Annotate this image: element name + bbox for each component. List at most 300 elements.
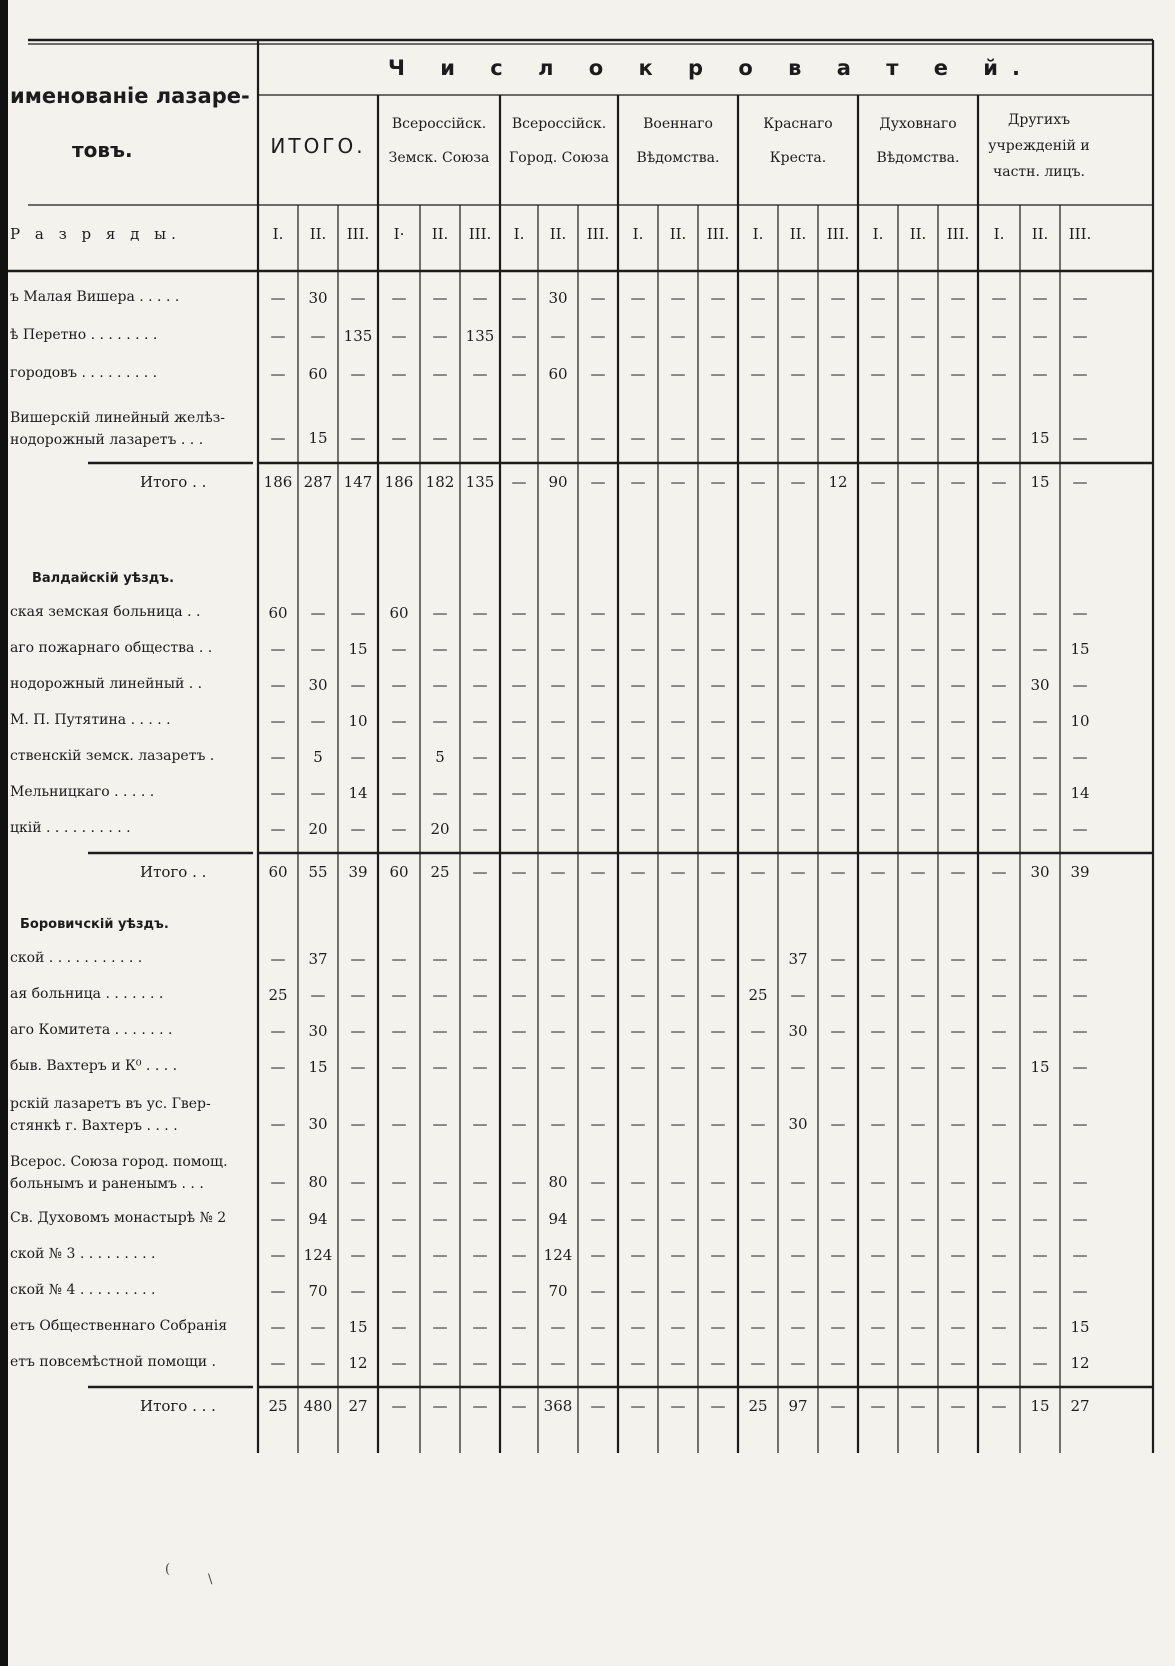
bed-count-cell: —: [710, 604, 726, 622]
rank-label: III.: [706, 225, 730, 243]
bed-count-cell: 124: [543, 1246, 573, 1264]
bed-count-cell: —: [270, 950, 286, 968]
bed-count-cell: —: [270, 327, 286, 345]
column-group-label: Всероссійск.: [391, 116, 487, 132]
subtotal-cell: —: [710, 863, 726, 881]
column-group-label: частн. лицъ.: [992, 164, 1085, 180]
bed-count-cell: —: [472, 289, 488, 307]
bed-count-cell: —: [630, 327, 646, 345]
subtotal-cell: —: [991, 473, 1007, 491]
bed-count-cell: —: [391, 1115, 407, 1133]
bed-count-cell: 60: [268, 604, 288, 622]
bed-count-cell: —: [710, 365, 726, 383]
column-group-drug: [978, 107, 1100, 185]
bed-count-cell: —: [830, 1173, 846, 1191]
hospital-name: ѣ Перетно . . . . . . . .: [10, 327, 158, 343]
bed-count-cell: —: [750, 1282, 766, 1300]
bed-count-cell: —: [630, 289, 646, 307]
bed-count-cell: —: [790, 327, 806, 345]
bed-count-cell: —: [830, 820, 846, 838]
bed-count-cell: —: [630, 986, 646, 1004]
bed-count-cell: —: [1032, 748, 1048, 766]
bed-count-cell: 20: [430, 820, 450, 838]
hospital-name: етъ Общественнаго Собранія: [10, 1318, 228, 1334]
column-group-label: Всероссійск.: [511, 116, 607, 132]
bed-count-cell: —: [350, 604, 366, 622]
bed-count-cell: —: [1032, 986, 1048, 1004]
bed-count-cell: —: [391, 640, 407, 658]
hospital-name: ской . . . . . . . . . . .: [10, 950, 143, 966]
hospital-name: ъ Малая Вишера . . . . .: [10, 289, 180, 305]
bed-count-cell: —: [472, 676, 488, 694]
bed-count-cell: 135: [465, 327, 495, 345]
bed-count-cell: —: [991, 950, 1007, 968]
subtotal-cell: —: [750, 863, 766, 881]
subtotal-cell: —: [630, 473, 646, 491]
bed-count-cell: 70: [308, 1282, 328, 1300]
bed-count-cell: 15: [348, 640, 368, 658]
bed-count-cell: 37: [788, 950, 808, 968]
column-group-duh: [858, 107, 978, 175]
bed-count-cell: —: [830, 640, 846, 658]
bed-count-cell: —: [950, 748, 966, 766]
bed-count-cell: —: [710, 1022, 726, 1040]
bed-count-cell: —: [870, 712, 886, 730]
bed-count-cell: —: [670, 289, 686, 307]
bed-count-cell: —: [1072, 986, 1088, 1004]
bed-count-cell: —: [790, 604, 806, 622]
bed-count-cell: —: [550, 1022, 566, 1040]
bed-count-cell: —: [750, 748, 766, 766]
bed-count-cell: —: [310, 1354, 326, 1372]
bed-count-cell: —: [391, 1282, 407, 1300]
column-group-krasn: [738, 107, 858, 175]
bed-count-cell: —: [270, 1282, 286, 1300]
subtotal-cell: —: [472, 863, 488, 881]
bed-count-cell: —: [830, 1354, 846, 1372]
bed-count-cell: —: [1072, 429, 1088, 447]
bed-count-cell: —: [590, 1246, 606, 1264]
bed-count-cell: —: [550, 1058, 566, 1076]
bed-count-cell: 80: [308, 1173, 328, 1191]
bed-count-cell: 15: [1070, 1318, 1090, 1336]
bed-count-cell: —: [590, 1318, 606, 1336]
bed-count-cell: —: [511, 1058, 527, 1076]
subtotal-cell: —: [910, 473, 926, 491]
bed-count-cell: —: [391, 950, 407, 968]
bed-count-cell: —: [910, 986, 926, 1004]
subtotal-cell: 287: [303, 473, 333, 491]
rank-label: II.: [309, 225, 327, 243]
hospital-name: ской № 3 . . . . . . . . .: [10, 1246, 156, 1262]
bed-count-cell: —: [790, 1354, 806, 1372]
hospital-name-line: рскій лазаретъ въ ус. Гвер-: [10, 1096, 211, 1112]
bed-count-cell: —: [472, 986, 488, 1004]
bed-count-cell: —: [1032, 1246, 1048, 1264]
bed-count-cell: —: [1032, 1022, 1048, 1040]
bed-count-cell: —: [511, 1246, 527, 1264]
bed-count-cell: —: [590, 950, 606, 968]
bed-count-cell: —: [991, 1246, 1007, 1264]
bed-count-cell: —: [630, 1354, 646, 1372]
bed-count-cell: —: [472, 1115, 488, 1133]
bed-count-cell: —: [790, 1246, 806, 1264]
bed-count-cell: 60: [548, 365, 568, 383]
column-group-zemsk: [378, 107, 500, 175]
bed-count-cell: —: [991, 1022, 1007, 1040]
bed-count-cell: —: [270, 820, 286, 838]
bed-count-cell: —: [511, 1354, 527, 1372]
bed-count-cell: —: [710, 1115, 726, 1133]
subtotal-cell: —: [630, 1397, 646, 1415]
column-group-label: Духовнаго: [879, 116, 957, 132]
subtotal-cell: 15: [1030, 1397, 1050, 1415]
bed-count-cell: 15: [308, 429, 328, 447]
bed-count-cell: —: [670, 365, 686, 383]
bed-count-cell: —: [991, 429, 1007, 447]
bed-count-cell: —: [630, 604, 646, 622]
bed-count-cell: —: [550, 640, 566, 658]
bed-count-cell: 94: [308, 1210, 328, 1228]
subtotal-cell: 135: [465, 473, 495, 491]
bed-count-cell: —: [391, 429, 407, 447]
bed-count-cell: —: [1032, 604, 1048, 622]
bed-count-cell: —: [790, 748, 806, 766]
bed-count-cell: —: [710, 327, 726, 345]
bed-count-cell: —: [310, 1318, 326, 1336]
bed-count-cell: —: [910, 640, 926, 658]
bed-count-cell: —: [1032, 365, 1048, 383]
bed-count-cell: —: [590, 820, 606, 838]
name-column-heading-line1: именованіе лазаре-: [10, 84, 250, 108]
bed-count-cell: —: [750, 1022, 766, 1040]
bed-count-cell: —: [670, 784, 686, 802]
bed-count-cell: —: [1032, 289, 1048, 307]
bed-count-cell: —: [790, 676, 806, 694]
bed-count-cell: —: [472, 820, 488, 838]
bed-count-cell: —: [790, 986, 806, 1004]
bed-count-cell: —: [750, 604, 766, 622]
column-group-itogo: [258, 129, 378, 163]
section-heading: Боровичскій уѣздъ.: [20, 917, 169, 932]
bed-count-cell: —: [1072, 1210, 1088, 1228]
bed-count-cell: —: [432, 1318, 448, 1336]
bed-count-cell: —: [910, 748, 926, 766]
bed-count-cell: —: [670, 1318, 686, 1336]
bed-count-cell: —: [1072, 820, 1088, 838]
bed-count-cell: —: [270, 1318, 286, 1336]
bed-count-cell: —: [1032, 1282, 1048, 1300]
bed-count-cell: —: [830, 1210, 846, 1228]
bed-count-cell: —: [830, 784, 846, 802]
bed-count-cell: —: [270, 676, 286, 694]
bed-count-cell: —: [590, 986, 606, 1004]
bed-count-cell: —: [870, 1173, 886, 1191]
bed-count-cell: —: [1072, 950, 1088, 968]
bed-count-cell: —: [550, 784, 566, 802]
bed-count-cell: —: [870, 676, 886, 694]
bed-count-cell: —: [472, 640, 488, 658]
bed-count-cell: —: [1072, 1022, 1088, 1040]
bed-count-cell: —: [750, 1246, 766, 1264]
bed-count-cell: —: [630, 1318, 646, 1336]
bed-count-cell: —: [630, 1210, 646, 1228]
bed-count-cell: —: [472, 604, 488, 622]
bed-count-cell: —: [432, 289, 448, 307]
bed-count-cell: —: [432, 327, 448, 345]
beds-count-title: Ч и с л о к р о в а т е й.: [388, 56, 1034, 80]
scan-edge: [0, 0, 8, 1666]
bed-count-cell: —: [432, 712, 448, 730]
bed-count-cell: 30: [1030, 676, 1050, 694]
bed-count-cell: —: [550, 327, 566, 345]
hospital-name: [10, 407, 254, 451]
bed-count-cell: —: [270, 640, 286, 658]
bed-count-cell: —: [590, 365, 606, 383]
bed-count-cell: —: [432, 1058, 448, 1076]
bed-count-cell: —: [950, 1022, 966, 1040]
subtotal-cell: —: [511, 473, 527, 491]
column-group-gorod: [500, 107, 618, 175]
bed-count-cell: —: [870, 1246, 886, 1264]
rank-label: III.: [1068, 225, 1092, 243]
bed-count-cell: —: [950, 1115, 966, 1133]
bed-count-cell: —: [710, 1246, 726, 1264]
bed-count-cell: —: [830, 748, 846, 766]
bed-count-cell: —: [1032, 640, 1048, 658]
subtotal-cell: 97: [788, 1397, 808, 1415]
bed-count-cell: 30: [308, 1115, 328, 1133]
bed-count-cell: —: [790, 1282, 806, 1300]
bed-count-cell: —: [870, 604, 886, 622]
column-group-label: учрежденій и: [988, 138, 1090, 154]
bed-count-cell: —: [310, 604, 326, 622]
bed-count-cell: —: [710, 712, 726, 730]
bed-count-cell: —: [350, 1246, 366, 1264]
bed-count-cell: —: [391, 820, 407, 838]
rank-label: I.: [513, 225, 525, 243]
bed-count-cell: —: [472, 950, 488, 968]
bed-count-cell: —: [950, 1354, 966, 1372]
rank-label: II.: [789, 225, 807, 243]
bed-count-cell: —: [790, 1210, 806, 1228]
bed-count-cell: —: [910, 429, 926, 447]
hospital-name: Св. Духовомъ монастырѣ № 2: [10, 1210, 227, 1226]
bed-count-cell: 12: [1070, 1354, 1090, 1372]
hospital-name: городовъ . . . . . . . . .: [10, 365, 158, 381]
rank-label: I.: [872, 225, 884, 243]
subtotal-cell: —: [910, 1397, 926, 1415]
bed-count-cell: —: [910, 784, 926, 802]
bed-count-cell: —: [830, 429, 846, 447]
bed-count-cell: —: [590, 748, 606, 766]
bed-count-cell: —: [670, 1022, 686, 1040]
column-group-label: Земск. Союза: [388, 150, 490, 166]
bed-count-cell: —: [750, 640, 766, 658]
bed-count-cell: —: [950, 1173, 966, 1191]
subtotal-cell: —: [991, 863, 1007, 881]
bed-count-cell: —: [991, 1115, 1007, 1133]
bed-count-cell: —: [991, 1354, 1007, 1372]
bed-count-cell: —: [270, 289, 286, 307]
bed-count-cell: —: [870, 640, 886, 658]
bed-count-cell: —: [270, 748, 286, 766]
subtotal-cell: 182: [425, 473, 455, 491]
bed-count-cell: —: [910, 365, 926, 383]
hospital-name: Мельницкаго . . . . .: [10, 784, 155, 800]
bed-count-cell: —: [511, 748, 527, 766]
bed-count-cell: —: [910, 1115, 926, 1133]
bed-count-cell: —: [511, 604, 527, 622]
column-group-label: Вѣдомства.: [636, 150, 720, 166]
bed-count-cell: 15: [1030, 429, 1050, 447]
bed-count-cell: —: [910, 1210, 926, 1228]
bed-count-cell: 80: [548, 1173, 568, 1191]
bed-count-cell: 30: [308, 676, 328, 694]
rank-label: II.: [431, 225, 449, 243]
rank-label: II.: [1031, 225, 1049, 243]
subtotal-cell: —: [472, 1397, 488, 1415]
bed-count-cell: —: [630, 1058, 646, 1076]
bed-count-cell: —: [870, 289, 886, 307]
bed-count-cell: —: [670, 1210, 686, 1228]
subtotal-cell: —: [790, 473, 806, 491]
bed-count-cell: —: [550, 986, 566, 1004]
hospital-name: ственскій земск. лазаретъ .: [10, 748, 215, 764]
bed-count-cell: —: [511, 820, 527, 838]
subtotal-cell: —: [830, 863, 846, 881]
bed-count-cell: —: [472, 712, 488, 730]
subtotal-cell: 60: [389, 863, 409, 881]
bed-count-cell: 5: [313, 748, 323, 766]
bed-count-cell: —: [472, 1058, 488, 1076]
bed-count-cell: —: [310, 327, 326, 345]
bed-count-cell: —: [670, 1246, 686, 1264]
subtotal-cell: 39: [348, 863, 368, 881]
subtotal-cell: —: [630, 863, 646, 881]
bed-count-cell: —: [670, 712, 686, 730]
subtotal-cell: 25: [430, 863, 450, 881]
bed-count-cell: —: [511, 1318, 527, 1336]
bed-count-cell: 5: [435, 748, 445, 766]
bed-count-cell: —: [391, 986, 407, 1004]
bed-count-cell: —: [670, 820, 686, 838]
bed-count-cell: —: [750, 365, 766, 383]
bed-count-cell: —: [710, 429, 726, 447]
subtotal-cell: —: [511, 1397, 527, 1415]
bed-count-cell: —: [391, 1058, 407, 1076]
bed-count-cell: —: [590, 604, 606, 622]
subtotal-cell: —: [790, 863, 806, 881]
bed-count-cell: —: [391, 289, 407, 307]
rank-label: II.: [909, 225, 927, 243]
subtotal-cell: 27: [348, 1397, 368, 1415]
bed-count-cell: —: [590, 289, 606, 307]
section-heading: Валдайскій уѣздъ.: [32, 571, 175, 586]
bed-count-cell: —: [710, 640, 726, 658]
rank-label: III.: [346, 225, 370, 243]
hospital-name: нодорожный линейный . .: [10, 676, 203, 692]
subtotal-cell: 147: [343, 473, 373, 491]
bed-count-cell: —: [590, 1115, 606, 1133]
bed-count-cell: —: [1032, 950, 1048, 968]
hospital-name-line: больнымъ и раненымъ . . .: [10, 1176, 204, 1192]
bed-count-cell: —: [830, 1246, 846, 1264]
bed-count-cell: —: [991, 1173, 1007, 1191]
bed-count-cell: —: [950, 784, 966, 802]
bed-count-cell: —: [550, 676, 566, 694]
bed-count-cell: —: [991, 1210, 1007, 1228]
bed-count-cell: —: [750, 1354, 766, 1372]
bed-count-cell: —: [790, 712, 806, 730]
subtotal-cell: —: [830, 1397, 846, 1415]
subtotal-cell: —: [550, 863, 566, 881]
bed-count-cell: —: [830, 289, 846, 307]
subtotal-cell: —: [950, 1397, 966, 1415]
subtotal-cell: 368: [543, 1397, 573, 1415]
bed-count-cell: —: [590, 784, 606, 802]
bed-count-cell: —: [270, 1246, 286, 1264]
bed-count-cell: —: [550, 1115, 566, 1133]
bed-count-cell: —: [670, 1115, 686, 1133]
bed-count-cell: —: [432, 1282, 448, 1300]
stray-mark: (: [165, 1562, 171, 1577]
hospital-name: [10, 1151, 254, 1195]
bed-count-cell: —: [991, 640, 1007, 658]
bed-count-cell: —: [710, 748, 726, 766]
bed-count-cell: —: [550, 820, 566, 838]
bed-count-cell: —: [350, 1173, 366, 1191]
bed-count-cell: —: [511, 327, 527, 345]
column-group-label: Город. Союза: [509, 150, 609, 166]
subtotal-cell: —: [750, 473, 766, 491]
bed-count-cell: —: [511, 365, 527, 383]
bed-count-cell: —: [991, 327, 1007, 345]
column-group-label: ИТОГО.: [270, 134, 366, 158]
bed-count-cell: —: [910, 820, 926, 838]
bed-count-cell: —: [750, 289, 766, 307]
bed-count-cell: 25: [268, 986, 288, 1004]
bed-count-cell: —: [910, 712, 926, 730]
subtotal-cell: —: [710, 473, 726, 491]
subtotal-cell: —: [870, 1397, 886, 1415]
bed-count-cell: —: [950, 1058, 966, 1076]
bed-count-cell: —: [950, 820, 966, 838]
bed-count-cell: —: [511, 1282, 527, 1300]
bed-count-cell: —: [310, 712, 326, 730]
bed-count-cell: —: [350, 1058, 366, 1076]
bed-count-cell: —: [391, 676, 407, 694]
subtotal-cell: —: [511, 863, 527, 881]
bed-count-cell: 94: [548, 1210, 568, 1228]
hospital-name: быв. Вахтеръ и К⁰ . . . .: [10, 1058, 178, 1074]
bed-count-cell: —: [710, 676, 726, 694]
bed-count-cell: —: [870, 1282, 886, 1300]
bed-count-cell: —: [910, 327, 926, 345]
rank-label: II.: [549, 225, 567, 243]
bed-count-cell: —: [991, 676, 1007, 694]
bed-count-cell: —: [590, 429, 606, 447]
bed-count-cell: —: [991, 784, 1007, 802]
hospital-name-line: стянкѣ г. Вахтеръ . . . .: [10, 1118, 178, 1134]
bed-count-cell: —: [1032, 712, 1048, 730]
bed-count-cell: —: [590, 1022, 606, 1040]
bed-count-cell: —: [550, 1354, 566, 1372]
bed-count-cell: —: [270, 1058, 286, 1076]
bed-count-cell: —: [1072, 676, 1088, 694]
bed-count-cell: —: [432, 1246, 448, 1264]
bed-count-cell: —: [870, 1210, 886, 1228]
